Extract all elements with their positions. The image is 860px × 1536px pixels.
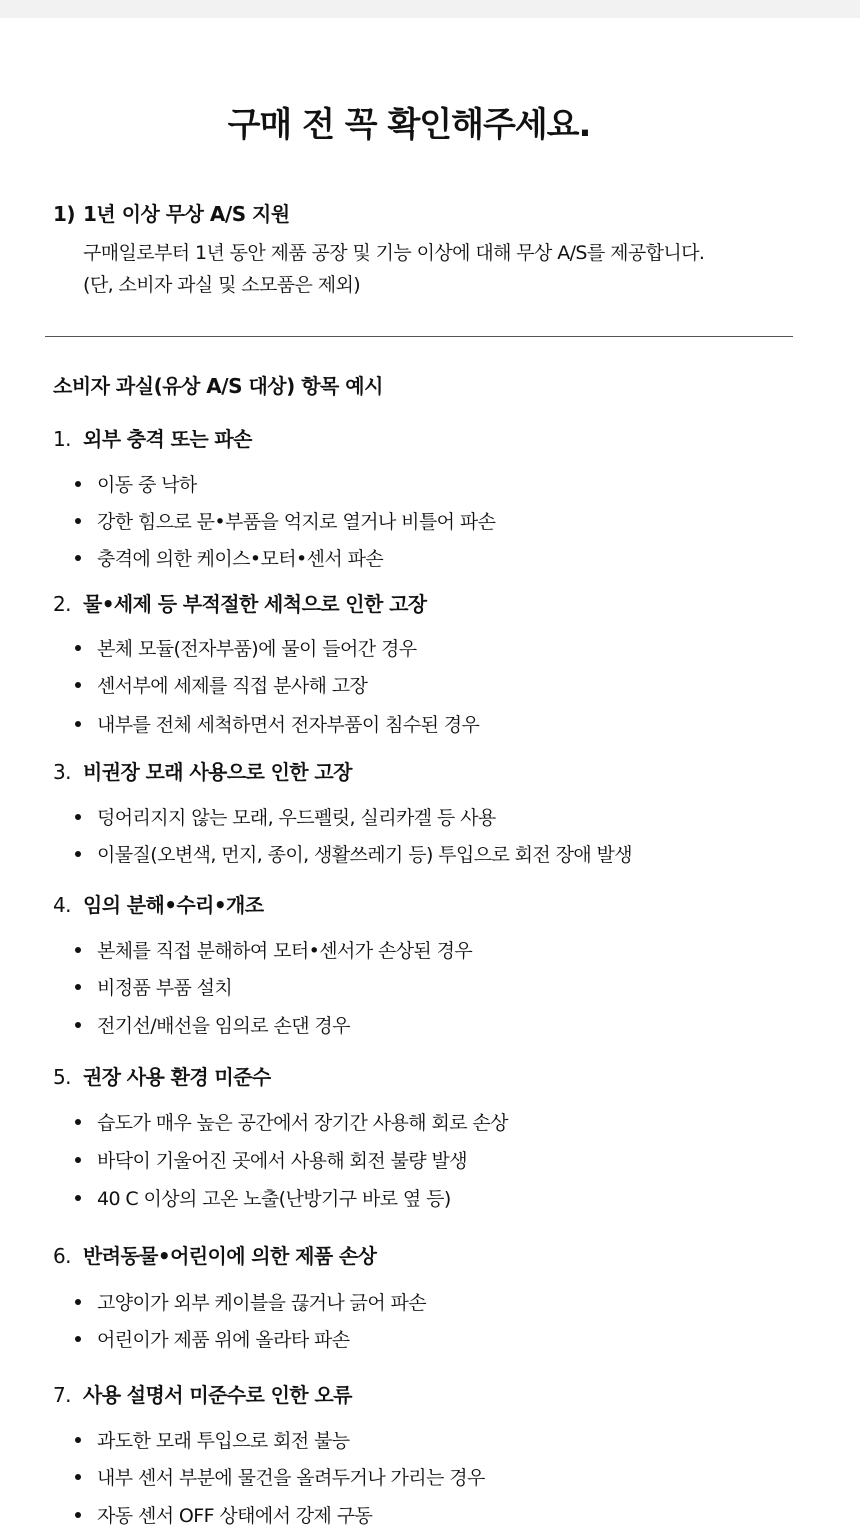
- list-item-text: 고양이가 외부 케이블을 끊거나 긁어 파손: [97, 1292, 427, 1314]
- bullet-dot-icon: [75, 1512, 81, 1518]
- list-item: [75, 470, 197, 500]
- bullet-dot-icon: [75, 1157, 81, 1163]
- bullet-dot-icon: [75, 1437, 81, 1443]
- group-number: 5.: [53, 1065, 71, 1089]
- list-item: [75, 1146, 467, 1176]
- list-item-text: 바닥이 기울어진 곳에서 사용해 회전 불량 발생: [97, 1150, 467, 1172]
- group-number: 1.: [53, 427, 71, 451]
- group-heading-text: 임의 분해•수리•개조: [83, 893, 264, 917]
- group-number: 7.: [53, 1383, 71, 1407]
- group-number: 4.: [53, 893, 71, 917]
- list-item-text: 비정품 부품 설치: [97, 977, 233, 999]
- list-item: [75, 840, 632, 870]
- list-item-text: 충격에 의한 케이스•모터•센서 파손: [97, 548, 384, 570]
- list-item-text: 습도가 매우 높은 공간에서 장기간 사용해 회로 손상: [97, 1112, 508, 1134]
- warranty-line-1: 구매일로부터 1년 동안 제품 공장 및 기능 이상에 대해 무상 A/S를 제공합니다.: [83, 242, 705, 264]
- bullet-dot-icon: [75, 1022, 81, 1028]
- list-item: [75, 1501, 372, 1531]
- bullet-dot-icon: [75, 481, 81, 487]
- list-item-text: 덩어리지지 않는 모래, 우드펠릿, 실리카겔 등 사용: [97, 807, 496, 829]
- list-item: [75, 671, 367, 701]
- group-heading-text: 외부 충격 또는 파손: [83, 427, 252, 451]
- group-number: 2.: [53, 592, 71, 616]
- list-item: [75, 710, 479, 740]
- list-item-text: 내부 센서 부분에 물건을 올려두거나 가리는 경우: [97, 1467, 485, 1489]
- example-group-heading: [53, 1380, 352, 1410]
- bullet-dot-icon: [75, 1474, 81, 1480]
- top-status-bar: [0, 0, 860, 18]
- list-item-text: 이물질(오변색, 먼지, 종이, 생활쓰레기 등) 투입으로 회전 장애 발생: [97, 844, 633, 866]
- group-heading-text: 물•세제 등 부적절한 세척으로 인한 고장: [83, 592, 427, 616]
- bullet-dot-icon: [75, 555, 81, 561]
- list-item-text: 자동 센서 OFF 상태에서 강제 구동: [97, 1505, 373, 1527]
- list-item-text: 과도한 모래 투입으로 회전 불능: [97, 1430, 350, 1452]
- list-item: [75, 507, 495, 537]
- list-item-text: 본체 모듈(전자부품)에 물이 들어간 경우: [97, 638, 417, 660]
- bullet-dot-icon: [75, 1119, 81, 1125]
- bullet-dot-icon: [75, 1195, 81, 1201]
- warranty-heading: [53, 199, 290, 229]
- warranty-line-2: (단, 소비자 과실 및 소모품은 제외): [83, 274, 361, 296]
- example-group-heading: [53, 890, 264, 920]
- example-group-heading: [53, 424, 252, 454]
- list-item-text: 내부를 전체 세척하면서 전자부품이 침수된 경우: [97, 714, 480, 736]
- list-item: [75, 544, 383, 574]
- example-group-heading: [53, 1241, 376, 1271]
- list-item-text: 센서부에 세제를 직접 분사해 고장: [97, 675, 368, 697]
- bullet-dot-icon: [75, 682, 81, 688]
- list-item-text: 어린이가 제품 위에 올라타 파손: [97, 1329, 350, 1351]
- list-item: [75, 1184, 451, 1214]
- group-heading-text: 반려동물•어린이에 의한 제품 손상: [83, 1244, 377, 1268]
- group-heading-text: 사용 설명서 미준수로 인한 오류: [83, 1383, 352, 1407]
- group-number: 6.: [53, 1244, 71, 1268]
- bullet-dot-icon: [75, 645, 81, 651]
- group-heading-text: 권장 사용 환경 미준수: [83, 1065, 271, 1089]
- warranty-number: 1): [53, 202, 76, 226]
- list-item: [75, 1011, 350, 1041]
- bullet-dot-icon: [75, 1299, 81, 1305]
- group-heading-text: 비권장 모래 사용으로 인한 고장: [83, 760, 352, 784]
- list-item: [75, 1325, 350, 1355]
- list-item-text: 전기선/배선을 임의로 손댄 경우: [97, 1015, 350, 1037]
- example-group-heading: [53, 757, 352, 787]
- example-group-heading: [53, 1062, 271, 1092]
- section-divider: [45, 336, 793, 337]
- example-group-heading: [53, 589, 427, 619]
- list-item: [75, 973, 232, 1003]
- bullet-dot-icon: [75, 984, 81, 990]
- warranty-heading-text: 1년 이상 무상 A/S 지원: [83, 202, 290, 226]
- list-item: [75, 803, 496, 833]
- bullet-dot-icon: [75, 1336, 81, 1342]
- group-number: 3.: [53, 760, 71, 784]
- list-item: [75, 1288, 426, 1318]
- bullet-dot-icon: [75, 814, 81, 820]
- bullet-dot-icon: [75, 721, 81, 727]
- list-item: [75, 1426, 350, 1456]
- list-item-text: 본체를 직접 분해하여 모터•센서가 손상된 경우: [97, 940, 473, 962]
- page-title: 구매 전 꼭 확인해주세요.: [227, 105, 591, 145]
- list-item-text: 40 C 이상의 고온 노출(난방기구 바로 옆 등): [97, 1188, 451, 1210]
- list-item-text: 이동 중 낙하: [97, 474, 197, 496]
- bullet-dot-icon: [75, 947, 81, 953]
- list-item-text: 강한 힘으로 문•부품을 억지로 열거나 비틀어 파손: [97, 511, 496, 533]
- warranty-description: [83, 237, 704, 301]
- list-item: [75, 1463, 485, 1493]
- list-item: [75, 1108, 508, 1138]
- examples-title: 소비자 과실(유상 A/S 대상) 항목 예시: [53, 374, 383, 398]
- bullet-dot-icon: [75, 851, 81, 857]
- bullet-dot-icon: [75, 518, 81, 524]
- list-item: [75, 936, 472, 966]
- list-item: [75, 634, 416, 664]
